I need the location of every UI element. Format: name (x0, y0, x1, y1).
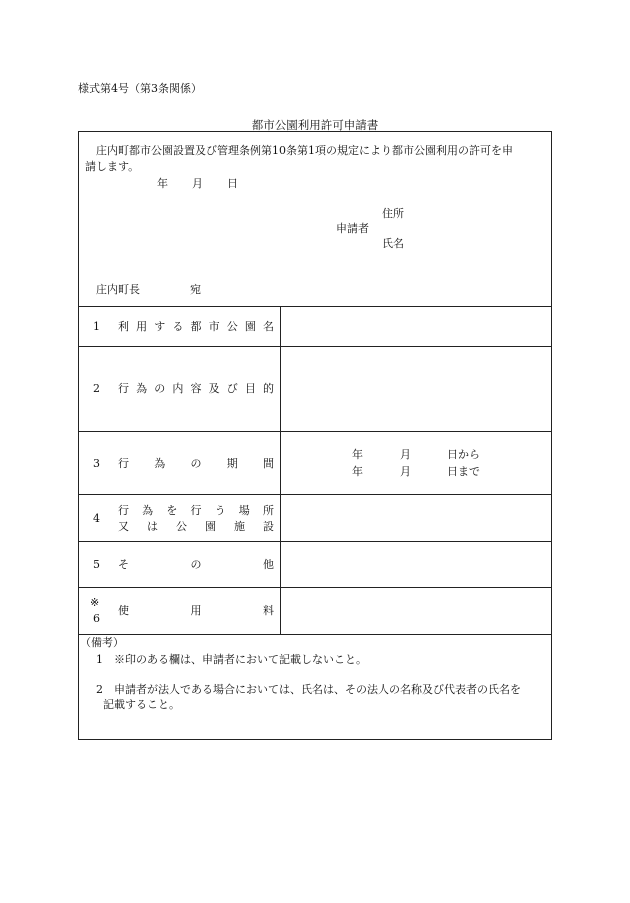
form-title: 都市公園利用許可申請書 (251, 118, 379, 132)
note-2-text-line1: 申請者が法人である場合においては、氏名は、その法人の名称及び代表者の氏名を (114, 683, 521, 696)
name-label: 氏名 (382, 237, 404, 250)
note-1-number: 1 (96, 653, 103, 666)
period-from-year: 年 (352, 448, 363, 461)
row-2-number: 2 (93, 382, 100, 395)
application-body-line2: 請します。 (85, 160, 140, 173)
row-4-label-line1: 行 為 を 行 う 場 所 (118, 504, 274, 517)
period-to-day: 日まで (447, 465, 480, 478)
row-3-number: 3 (93, 457, 100, 470)
period-to-year: 年 (352, 465, 363, 478)
address-label: 住所 (382, 207, 404, 220)
note-2-number: 2 (96, 683, 103, 696)
row-1-number: 1 (93, 320, 100, 333)
row-6-mark: ※ (90, 596, 100, 609)
row-6-number: 6 (93, 612, 100, 625)
applicant-label: 申請者 (336, 222, 369, 235)
row-3-label: 行 為 の 期 間 (118, 457, 274, 470)
row-1-label: 利 用 す る 都 市 公 園 名 (118, 320, 274, 333)
honorific: 宛 (190, 283, 201, 296)
row-2-label: 行 為 の 内 容 及 び 目 的 (118, 382, 274, 395)
addressee: 庄内町長 (96, 283, 140, 296)
row-4-label-line2: 又 は 公 園 施 設 (118, 520, 274, 533)
application-body-line1: 庄内町都市公園設置及び管理条例第10条第1項の規定により都市公園利用の許可を申 (96, 144, 513, 157)
note-1-text: ※印のある欄は、申請者において記載しないこと。 (114, 653, 367, 666)
date-day-label: 日 (227, 177, 238, 190)
notes-heading: （備考） (80, 636, 124, 649)
row-4-number: 4 (93, 512, 100, 525)
date-month-label: 月 (192, 177, 203, 190)
row-5-label: そ の 他 (118, 558, 274, 571)
row-6-label: 使 用 料 (118, 604, 274, 617)
row-5-number: 5 (93, 558, 100, 571)
period-to-month: 月 (400, 465, 411, 478)
form-number: 様式第4号（第3条関係） (78, 82, 202, 95)
period-from-day: 日から (447, 448, 480, 461)
note-2-text-line2: 記載すること。 (103, 698, 180, 711)
period-from-month: 月 (400, 448, 411, 461)
date-year-label: 年 (157, 177, 168, 190)
form-table (78, 131, 552, 740)
